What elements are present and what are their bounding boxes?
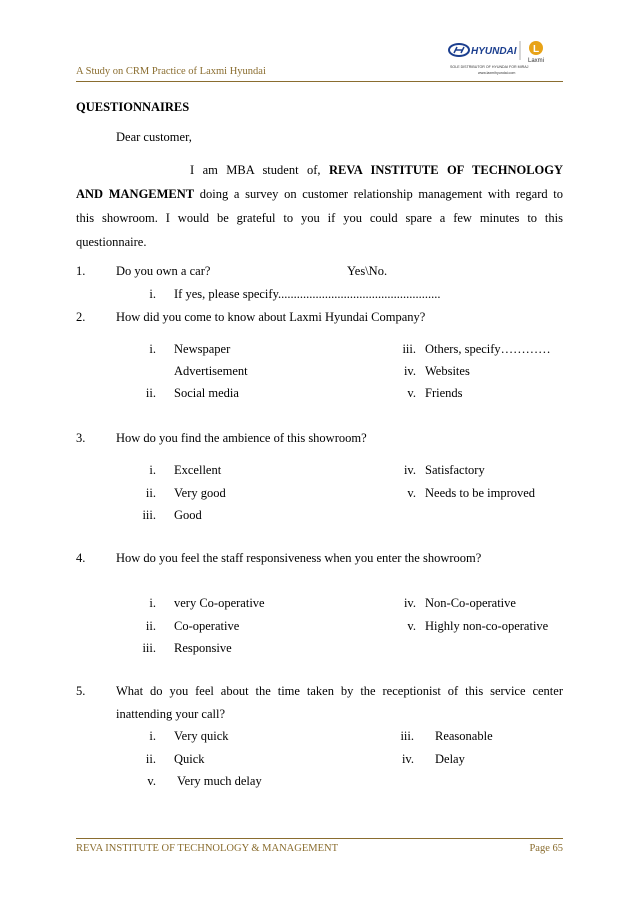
page-title: QUESTIONNAIRES	[76, 100, 190, 114]
question-text: How do you feel the staff responsiveness when you enter the showroom?	[116, 551, 482, 565]
option-number: v.	[407, 386, 416, 400]
option-text: Co-operative	[174, 619, 240, 633]
intro-line-2	[76, 187, 563, 202]
question-text-cont: inattending your call?	[116, 707, 225, 721]
question-number: 3.	[76, 431, 86, 445]
option-text: Websites	[425, 364, 470, 378]
option-text: Excellent	[174, 463, 222, 477]
option-number: iii.	[400, 729, 414, 743]
institute-name-cont: AND MANGEMENT	[76, 187, 195, 201]
option-number: v.	[407, 486, 416, 500]
option-number: iii.	[142, 508, 156, 522]
intro-line-3: this showroom. I would be grateful to you if you could spare a few minutes to this	[76, 211, 563, 225]
question-text: How do you find the ambience of this showroom?	[116, 431, 367, 445]
option-text: Non-Co-operative	[425, 596, 516, 610]
option-number: v.	[407, 619, 416, 633]
logo-tagline: SOLE DISTRIBUTOR OF HYUNDAI FOR MIRAJ	[450, 65, 529, 69]
option-text: Highly non-co-operative	[425, 619, 549, 633]
option-text: Friends	[425, 386, 463, 400]
option-number: ii.	[145, 386, 156, 400]
option-number: i.	[149, 729, 156, 743]
page-number: Page 65	[529, 843, 563, 854]
option-number: ii.	[145, 486, 156, 500]
institute-name: REVA INSTITUTE OF TECHNOLOGY	[328, 163, 564, 177]
option-text: Very much delay	[177, 774, 262, 788]
intro-line-1	[190, 163, 563, 178]
option-text: Reasonable	[435, 729, 493, 743]
intro-line-4: questionnaire.	[76, 235, 147, 249]
running-header-title: A Study on CRM Practice of Laxmi Hyundai	[76, 66, 266, 77]
option-number: iv.	[403, 596, 416, 610]
option-text: Very good	[174, 486, 226, 500]
option-number: i.	[149, 463, 156, 477]
option-text: Needs to be improved	[425, 486, 536, 500]
question-text: How did you come to know about Laxmi Hyundai Company?	[116, 310, 426, 324]
option-number: iv.	[401, 752, 414, 766]
intro-line-2-text: doing a survey on customer relationship management with regard to	[199, 187, 563, 201]
question-answer: Yes\No.	[347, 264, 388, 278]
hyundai-wordmark: HYUNDAI	[471, 46, 517, 57]
question-text: Do you own a car?	[116, 264, 211, 278]
option-number: v.	[147, 774, 156, 788]
option-number: iv.	[403, 463, 416, 477]
footer-rule	[76, 838, 563, 839]
option-number: iii.	[402, 342, 416, 356]
question-number: 1.	[76, 264, 86, 278]
option-text: Delay	[435, 752, 465, 766]
option-text: Advertisement	[174, 364, 248, 378]
option-text: Others, specify…………	[425, 342, 551, 356]
laxmi-wordmark: Laxmi	[528, 58, 545, 64]
option-number: iii.	[142, 641, 156, 655]
option-number: ii.	[145, 752, 156, 766]
sub-question-number: i.	[149, 287, 156, 301]
question-text: What do you feel about the time taken by the receptionist of this service center	[116, 684, 563, 698]
question-number: 4.	[76, 551, 86, 565]
option-number: ii.	[145, 619, 156, 633]
option-number: i.	[149, 342, 156, 356]
footer-institute: REVA INSTITUTE OF TECHNOLOGY & MANAGEMENT	[76, 843, 339, 854]
option-text: very Co-operative	[174, 596, 265, 610]
option-text: Satisfactory	[425, 463, 485, 477]
option-number: iv.	[403, 364, 416, 378]
question-number: 5.	[76, 684, 86, 698]
hyundai-laxmi-logo	[448, 38, 565, 77]
question-number: 2.	[76, 310, 86, 324]
sub-question-text: If yes, please specify....................................................	[174, 287, 441, 301]
intro-line-1-text: I am MBA student of,	[190, 163, 321, 177]
header-rule	[76, 81, 563, 82]
option-text: Responsive	[174, 641, 232, 655]
salutation: Dear customer,	[116, 130, 192, 144]
option-text: Quick	[174, 752, 205, 766]
option-number: i.	[149, 596, 156, 610]
laxmi-logo-letter: L	[533, 44, 540, 55]
option-text: Newspaper	[174, 342, 231, 356]
hyundai-logo-h	[454, 47, 464, 53]
option-text: Good	[174, 508, 202, 522]
logo-website: www.laxmihyundai.com	[478, 71, 516, 75]
option-text: Social media	[174, 386, 239, 400]
option-text: Very quick	[174, 729, 229, 743]
